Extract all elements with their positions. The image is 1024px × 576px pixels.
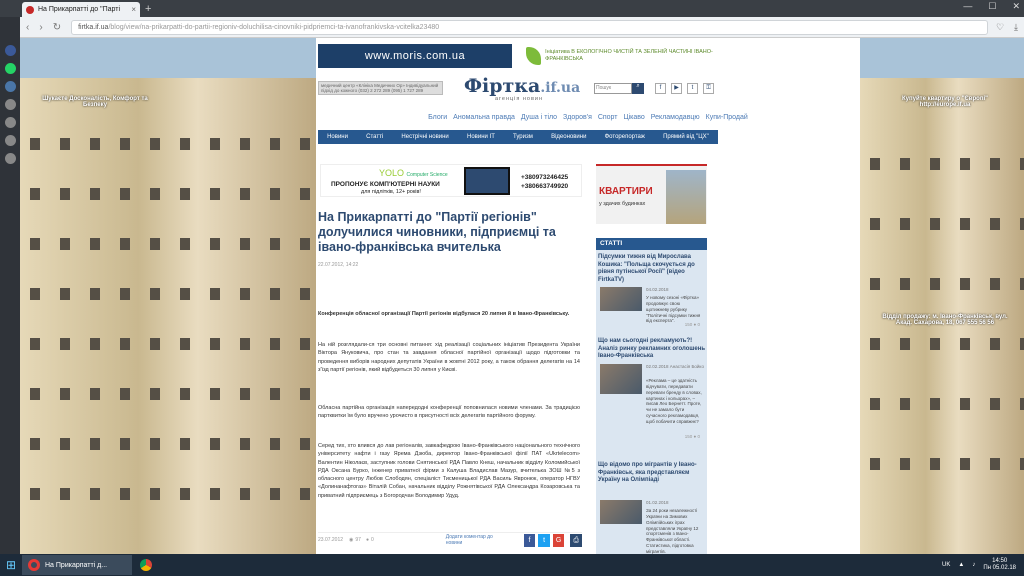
card-image[interactable]	[600, 500, 642, 524]
promo-phone2: +380663749920	[521, 183, 569, 191]
right-background-ad[interactable]	[860, 38, 1024, 554]
nav-item[interactable]: Нестрічні новини	[401, 134, 449, 140]
search-icon[interactable]: ⌕	[632, 83, 644, 94]
card-excerpt: «Реклама – це здатність відчувати, передавати переваги бренду в словах, картинах і кольорах», – писав Лео Бернетт. Проте, чи не замало бути сучасного рекламодавця, щоб побачити справжнє?	[646, 378, 702, 424]
clock-time: 14:50	[992, 557, 1008, 564]
nav-item[interactable]: Туризм	[513, 134, 533, 140]
leaf-icon	[526, 47, 541, 65]
bookmark-heart-icon[interactable]: ♡	[995, 21, 1005, 32]
clinic-ad[interactable]: медичний центр «Клініка Медичних Ор» Індивідуальний підхід до кожного (032) 2 272 289 (095) 1 727 289	[318, 81, 443, 95]
monitor-icon	[464, 167, 510, 195]
minimize-icon[interactable]: —	[963, 1, 973, 11]
apartments-ad-title: КВАРТИРИ	[599, 186, 653, 197]
download-icon[interactable]: ⤓	[1014, 21, 1018, 32]
nav-item[interactable]: Статті	[366, 134, 384, 140]
card-title[interactable]: Підсумки тижня від Мирослава Кошика: "Польща скочується до рівня путінської Росії" (відео FirtkaTV)	[598, 254, 695, 283]
article-paragraph: На ній розглядали-ся три основні питання: хід реалізації соціальних ініціатив Президента України Віктора Януковича, про стан та завдання обласної партійної організації щодо підготовки та проведення виборів народних депутатів України в жовтні 2012 року, а також обрання делегатів на 14 з'їзд партії регіонів, який відбудеться 30 липня у Києві.	[318, 342, 580, 373]
right-ad-top-text: Купуйте квартиру о "Європі" http://europe.if.ua	[902, 96, 988, 108]
share-google-icon[interactable]: G	[553, 534, 565, 547]
window-controls	[963, 1, 1020, 12]
yolo-brand-sub: Computer Science	[406, 172, 448, 178]
sidebar-card[interactable]	[598, 338, 706, 439]
logo-subtitle: агенція новин	[494, 96, 544, 102]
building-image	[666, 170, 706, 224]
card-date: 01.02.2018	[646, 500, 669, 505]
left-ad-text: Шукаєте Досконалість, Комфорт та Безпеку	[42, 96, 148, 108]
sidebar-card[interactable]	[598, 254, 706, 327]
card-stats: 150 ● 0	[684, 434, 700, 439]
eco-banner-text: Ініціатива В ЕКОЛОГІЧНО ЧИСТІЙ ТА ЗЕЛЕНІЙ ЧАСТИНІ ІВАНО-ФРАНКІВСЬКА	[545, 48, 713, 62]
card-image[interactable]	[600, 287, 642, 311]
new-tab-icon[interactable]: +	[145, 3, 152, 15]
views-count: 97	[355, 537, 361, 543]
language-indicator[interactable]: UK	[942, 562, 951, 568]
facebook-icon[interactable]: f	[655, 83, 666, 94]
main-nav-bar	[318, 130, 718, 144]
browser-tab-bar	[0, 0, 1024, 17]
tab-title: На Прикарпатті до "Парті	[38, 6, 121, 13]
menu-item[interactable]: Блоги	[428, 114, 448, 121]
card-comments: 0	[697, 434, 700, 439]
network-icon[interactable]: ▲	[958, 562, 965, 568]
chrome-icon[interactable]	[140, 559, 152, 571]
add-comment-link[interactable]: Додати коментар до новини	[445, 534, 493, 546]
article-title: На Прикарпатті до "Партії регіонів" долучилися чиновники, підприємці та івано-франківська вчителька	[318, 210, 556, 254]
article-date: 22.07.2012, 14:22	[318, 262, 359, 268]
comment-icon: ●	[365, 537, 369, 543]
close-window-icon[interactable]: ✕	[1012, 1, 1020, 11]
system-tray	[942, 558, 1024, 572]
sidebar-card[interactable]	[598, 462, 706, 554]
logo-tld: .if.ua	[540, 80, 581, 96]
card-title[interactable]: Що відомо про мігрантів у Івано-Франківськ, яка представляєм Україну на Олімпіаді	[598, 462, 697, 483]
menu-item[interactable]: Рекламодавцю	[650, 114, 700, 121]
promo-phone1: +380973246425	[521, 174, 569, 181]
card-image[interactable]	[600, 364, 642, 394]
right-ad-mid-text: Відділ продажу: м. Івано-Франківськ, вул. Акад. Сахарова, 18, 067 555 56 56	[882, 314, 1008, 326]
history-icon[interactable]	[5, 135, 16, 146]
snapshot-icon[interactable]	[5, 99, 16, 110]
footer-date: 23.07.2012	[318, 537, 344, 543]
moris-banner[interactable]: www.moris.com.ua	[318, 44, 512, 68]
yolo-promo-banner[interactable]	[320, 164, 582, 197]
nav-item[interactable]: Фоторепортаж	[604, 134, 645, 140]
print-icon[interactable]: ⎙	[570, 534, 582, 547]
opera-favicon-icon	[26, 6, 34, 14]
card-excerpt: За 24 роки незалежності України на Зимових Олімпійських іграх представляли Україну 12 спортсменів з Івано-Франківської області. Статистика, підготовка мігрантів.	[646, 508, 699, 554]
menu-item[interactable]: Купи-Продай	[705, 114, 748, 121]
menu-item[interactable]: Душа і тіло	[520, 114, 558, 121]
opera-icon	[28, 559, 40, 571]
close-tab-icon[interactable]: ×	[131, 5, 136, 14]
card-views: 150	[684, 434, 693, 439]
browser-tab[interactable]	[22, 2, 140, 17]
site-logo[interactable]	[464, 75, 581, 102]
lock-icon[interactable]: ⚿	[703, 83, 714, 94]
url-domain: firtka.if.ua	[78, 23, 109, 31]
whatsapp-icon[interactable]	[5, 63, 16, 74]
promo-line1: ПРОПОНУЄ КОМП'ЮТЕРНІ НАУКИ	[331, 181, 440, 188]
url-path: /blog/view/na-prikarpatti-do-partii-regioniv-doluchilisa-cinovniki-pidpriemci-ta-ivanofrankivska-vcitelka23480	[108, 23, 440, 31]
comments-count: 0	[371, 537, 374, 543]
opera-sidebar	[0, 17, 20, 554]
twitter-icon[interactable]: t	[687, 83, 698, 94]
taskbar-opera-label: На Прикарпатті д...	[45, 561, 108, 569]
volume-icon[interactable]: ♪	[972, 562, 976, 568]
card-stats: 150 ● 0	[684, 322, 700, 327]
clock-date: Пн 05.02.18	[983, 565, 1016, 571]
sidebar-articles	[596, 250, 707, 554]
card-comments: 0	[697, 322, 700, 327]
apartments-ad-sub: у здачих будинках	[599, 201, 646, 207]
vk-icon[interactable]	[5, 81, 16, 92]
url-input[interactable]	[71, 20, 988, 35]
maximize-icon[interactable]: ☐	[988, 1, 997, 11]
left-background-ad[interactable]	[20, 38, 316, 554]
nav-item[interactable]: Відеоновини	[551, 134, 587, 140]
address-bar	[20, 17, 1024, 38]
card-title[interactable]: Що нам сьогодні рекламують?! Аналіз ринку рекламних оголошень Івано-Франківська	[598, 338, 706, 359]
card-views: 150	[684, 322, 693, 327]
taskbar-opera-item[interactable]	[22, 555, 132, 575]
windows-taskbar	[0, 554, 1024, 576]
site-search-input[interactable]: Пошук	[594, 83, 632, 94]
menu-item[interactable]: Спорт	[597, 114, 618, 121]
nav-item[interactable]: Прямий від "ЦХ"	[663, 134, 709, 140]
bookmarks-icon[interactable]	[5, 117, 16, 128]
eco-banner[interactable]	[522, 44, 718, 68]
forward-icon[interactable]: ›	[39, 21, 43, 33]
nav-item[interactable]: Новини	[327, 134, 348, 140]
share-twitter-icon[interactable]: t	[538, 534, 550, 547]
nav-item[interactable]: Новини IT	[466, 134, 495, 140]
youtube-icon[interactable]: ▶	[671, 83, 682, 94]
eye-icon: ◉	[349, 537, 354, 543]
promo-line2: для підлітків, 12+ років!	[361, 189, 421, 195]
yolo-brand: YOLO	[379, 168, 405, 178]
clock[interactable]	[983, 558, 1016, 572]
menu-item[interactable]: Аномальна правда	[453, 114, 515, 121]
web-page	[20, 38, 1024, 554]
site-main-column	[316, 38, 860, 554]
menu-item[interactable]: Здоров'я	[563, 114, 592, 121]
article-lead: Конференція обласної організації Партії регіонів відбулася 20 липня й в Івано-Франківську.	[318, 311, 570, 317]
article-paragraph: Обласна партійна організація напередодні конференції поповнилася новими членами. За традицією партквитки їм було вручено урочисто в присутності всіх делегатів партійного форуму.	[318, 405, 580, 420]
article-paragraph: Серед тих, хто влився до лав регіоналів, завкафедрою Івано-Франківського національного технічного університету нафти і газу Ярема Дзюба, директор Івано-Франківської філії ПАТ «Ukrtelecom» Валентин Ніколаєв, заступник голови Снятинської РДА Павло Кнеш, начальник відділу Коломийської РДА Оксана Бурко, інженер приватної фірми з Калуша Владислав Мазур, вчителька ЗОШ №5 з обласного центру Любов Слободян, спеціаліст Тисменицької РДА Василь Явронюк, оператор НГВУ «Долинанафтогаз» Віталій Собан, начальник відділу Рожнятівської РДА Олександра Козаровська та приватний підприємець з Богородчан Володимир Удуд.	[318, 443, 580, 499]
messenger-icon[interactable]	[5, 45, 16, 56]
news-icon[interactable]	[5, 153, 16, 164]
article-footer	[318, 532, 582, 547]
share-facebook-icon[interactable]: f	[524, 534, 536, 547]
card-date: 04.02.2018	[646, 287, 669, 292]
logo-main: Фіртка	[464, 75, 541, 97]
sidebar-section-title: СТАТТІ	[596, 238, 707, 250]
apartments-ad[interactable]	[596, 164, 707, 224]
card-date: 02.02.2018 Анастасія Бойко	[646, 364, 704, 369]
top-menu	[316, 114, 860, 121]
reload-icon[interactable]: ↻	[52, 21, 62, 33]
menu-item[interactable]: Цікаво	[623, 114, 645, 121]
windows-start-icon[interactable]: ⊞	[5, 558, 17, 572]
back-icon[interactable]: ‹	[26, 21, 30, 33]
card-excerpt: У новому сезоні «Фіртка» продовжує свою щотижневу рубрику "Політичні підсумки тижня від експерта".	[646, 295, 701, 324]
